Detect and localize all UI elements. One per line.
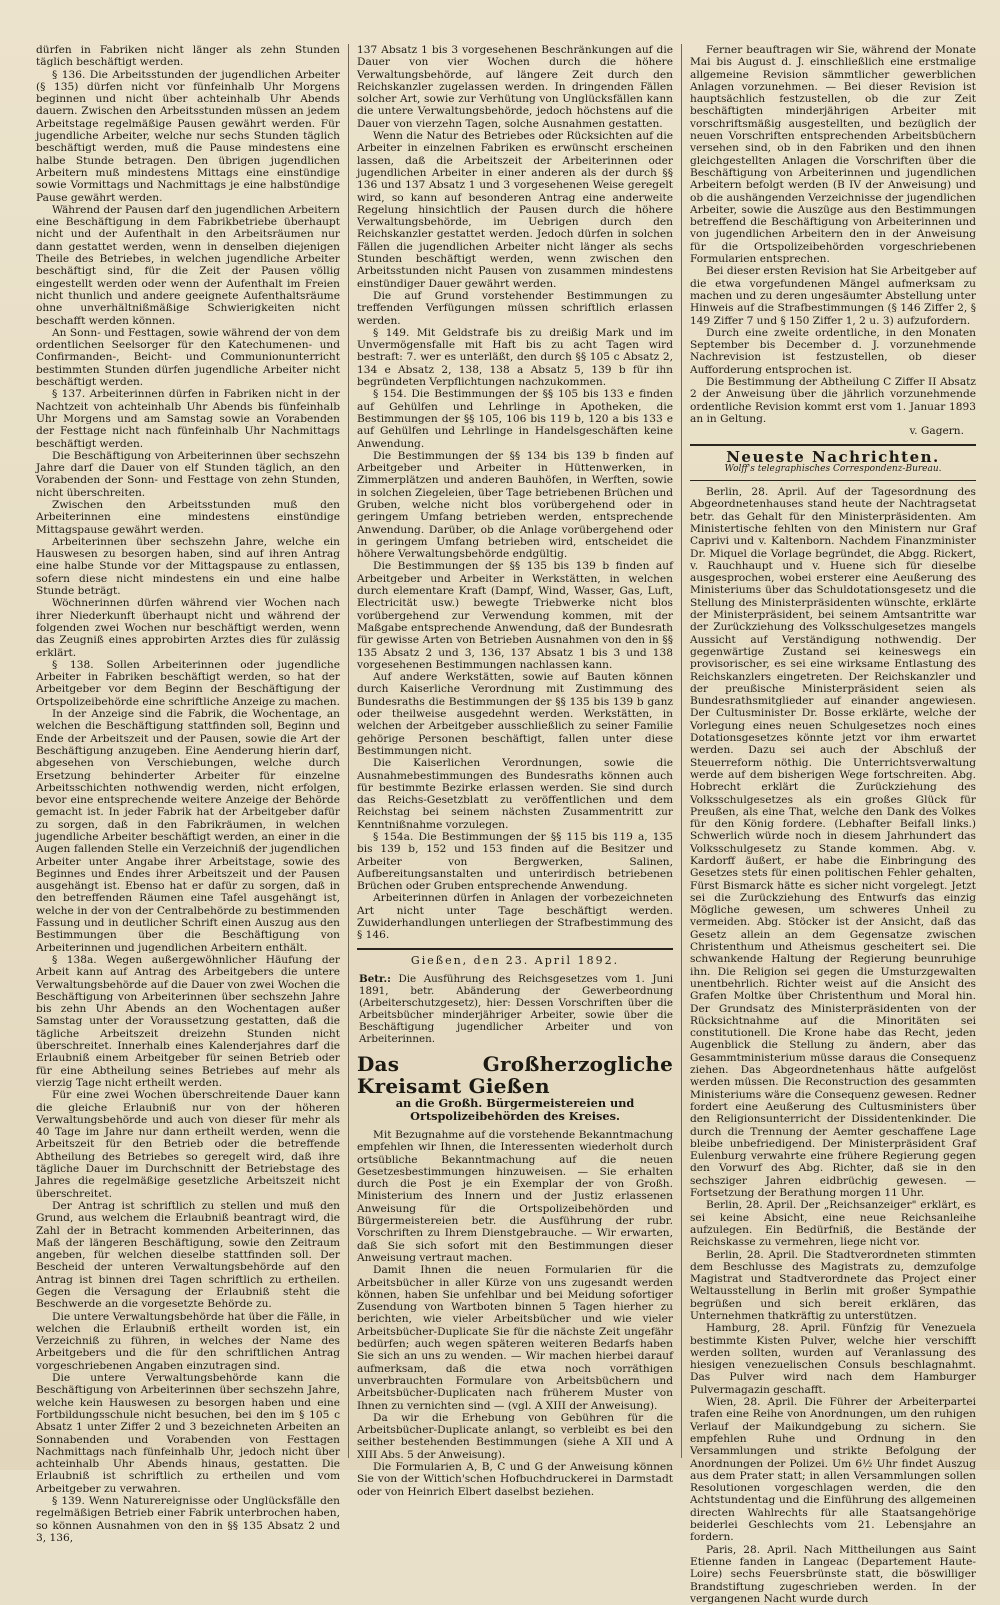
signature: v. Gagern. <box>909 425 964 438</box>
section-rule <box>357 948 673 950</box>
paragraph: Durch eine zweite ordentliche, in den Monaten September bis December d. J. vorzunehmende Nachrevision ist festzustellen, ob dieser Aufforderung entsprochen ist. <box>690 326 976 376</box>
paragraph: Während der Pausen darf den jugendlichen Arbeitern eine Beschäftigung in dem Fabrikbetriebe überhaupt nicht und der Aufenthalt in den Arbeitsräumen nur dann gestattet werden, wenn in denselben diejenigen Theile des Betriebes, in welchen jugendliche Arbeiter beschäftigt sind, für die Zeit der Pausen völlig eingestellt werden oder wenn der Aufenthalt im Freien nicht thunlich und andere geeignete Aufenthaltsräume ohne unverhältnißmäßige Schwierigkeiten nicht beschafft werden können. <box>36 203 340 327</box>
paragraph: § 138a. Wegen außergewöhnlicher Häufung der Arbeit kann auf Antrag des Arbeitgebers die untere Verwaltungsbehörde auf die Dauer von zwei Wochen die Beschäftigung von Arbeiterinnen über sechszehn Jahre bis zehn Uhr Abends an den Wochentagen außer Samstag unter der Voraussetzung gestatten, daß die tägliche Arbeitszeit dreizehn Stunden nicht überschreitet. Innerhalb eines Kalenderjahres darf die Erlaubniß einem Arbeitgeber für seinen Betrieb oder für eine Abtheilung seines Betriebes auf mehr als vierzig Tage nicht ertheilt werden. <box>36 953 340 1089</box>
news-item: Berlin, 28. April. Die Stadtverordneten stimmten dem Beschlusse des Magistrats zu, demzufolge Magistrat und Stadtverordnete das Project einer Weltausstellung in Berlin mit großer Sympathie begrüßen und sich bereit erklären, das Unternehmen thatkräftig zu unterstützen. <box>690 1248 976 1322</box>
news-agency-line: Wolff's telegraphisches Correspondenz-Bureau. <box>724 463 942 474</box>
paragraph: Für eine zwei Wochen überschreitende Dauer kann die gleiche Erlaubniß nur von der höheren Verwaltungsbehörde und auch von dieser für mehr als 40 Tage im Jahre nur dann ertheilt werden, wenn die Arbeitszeit für den Betrieb oder die betreffende Abtheilung des Betriebes so geregelt wird, daß ihre tägliche Dauer im Durchschnitt der Betriebstage des Jahres die regelmäßige gesetzliche Arbeitszeit nicht überschreitet. <box>36 1089 340 1200</box>
column-layout <box>36 44 976 1605</box>
authority-heading: Das Großherzogliche Kreisamt Gießen <box>357 1051 673 1098</box>
paragraph: Zwischen den Arbeitsstunden muß den Arbeiterinnen eine mindestens einstündige Mittagspause gewährt werden. <box>36 498 340 536</box>
news-item: Wien, 28. April. Die Führer der Arbeiterpartei trafen eine Reihe von Anordnungen, um den ruhigen Verlauf der Maikundgebung zu sichern. Sie empfehlen Ruhe und Ordnung in den Versammlungen und strikte Befolgung der Anordnungen der Polizei. Um 6½ Uhr findet Auszug aus dem Prater statt; in allen Versammlungen sollen Resolutionen vorgeschlagen werden, die den Achtstundentag und die Einführung des allgemeinen directen Wahlrechts für alle Staatsangehörige beiderlei Geschlechts vom 21. Lebensjahre an fordern. <box>690 1396 976 1544</box>
news-item: Paris, 28. April. Nach Mittheilungen aus Saint Etienne fanden in Langeac (Departement Haute-Loire) sechs Feuersbrünste statt, die böswilliger Brandstiftung zugeschrieben werden. In der vergangenen Nacht wurde durch <box>690 1543 976 1605</box>
paragraph: § 149. Mit Geldstrafe bis zu dreißig Mark und im Unvermögensfalle mit Haft bis zu acht Tagen wird bestraft: 7. wer es unterläßt, den durch §§ 105 c Absatz 2, 134 e Absatz 2, 138, 138 a Absatz 5, 139 b für ihn begründeten Verpflichtungen nachzukommen. <box>357 326 673 389</box>
paragraph: § 154a. Die Bestimmungen der §§ 115 bis 119 a, 135 bis 139 b, 152 und 153 finden auf die Besitzer und Arbeiter von Bergwerken, Salinen, Aufbereitungsanstalten und unterirdisch betriebenen Brüchen oder Gruben entsprechende Anwendung. <box>357 831 673 893</box>
news-rule <box>690 444 976 446</box>
paragraph: Auf andere Werkstätten, sowie auf Bauten können durch Kaiserliche Verordnung mit Zustimmung des Bundesraths die Bestimmungen der §§ 135 bis 139 b ganz oder theilweise ausgedehnt werden. Werkstätten, in welchen der Arbeitgeber ausschließlich zu seiner Familie gehörige Personen beschäftigt, fallen unter diese Bestimmungen nicht. <box>357 671 673 757</box>
paragraph: Die Kaiserlichen Verordnungen, sowie die Ausnahmebestimmungen des Bundesraths können auch für bestimmte Bezirke erlassen werden. Sie sind durch das Reichs-Gesetzblatt zu veröffentlichen und dem Reichstag bei seinem nächsten Zusammentritt zur Kenntnißnahme vorzulegen. <box>357 757 673 831</box>
subject-text: Die Ausführung des Reichsgesetzes vom 1. Juni 1891, betr. Abänderung der Gewerbeordnung (Arbeiterschutzgesetz), hier: Dessen Vorschriften über die Arbeitsbücher minderjähriger Arbeiter, sowie über die Beschäftigung jugendlicher Arbeiter und von Arbeiterinnen. <box>359 972 673 1045</box>
dateline: Gießen, den 23. April 1892. <box>410 953 620 967</box>
paragraph: § 137. Arbeiterinnen dürfen in Fabriken nicht in der Nachtzeit von achteinhalb Uhr Abends bis fünfeinhalb Uhr Morgens und am Samstag sowie an Vorabenden der Festtage nicht nach fünfeinhalb Uhr Nachmittags beschäftigt werden. <box>36 388 340 450</box>
news-paragraphs <box>690 486 976 1605</box>
paragraph: Damit Ihnen die neuen Formularien für die Arbeitsbücher in aller Kürze von uns zugesandt werden können, haben Sie unfehlbar und bei Meidung sofortiger Zusendung von Wartboten binnen 5 Tagen hierher zu berichten, wie vieler Arbeitsbücher und wie vieler Arbeitsbücher-Duplicate Sie für die nächste Zeit ungefähr bedürfen; auch wegen späteren weiteren Bedarfs haben Sie sich an uns zu wenden. — Wir machen hierbei darauf aufmerksam, daß die etwa noch vorräthigen unverbrauchten Formulare von Arbeitsbüchern und Arbeitsbücher-Duplicaten nach früherem Muster von Ihnen zu vernichten sind — (vgl. A XIII der Anweisung). <box>357 1264 673 1412</box>
column-3-top-paragraphs <box>690 44 976 425</box>
news-heading: Neueste Nachrichten. <box>726 447 940 466</box>
paragraph: An Sonn- und Festtagen, sowie während der von dem ordentlichen Seelsorger für den Katechumenen- und Confirmanden-, Beicht- und Communionunterricht bestimmten Stunden dürfen jugendliche Arbeiter nicht beschäftigt werden. <box>36 326 340 389</box>
paragraph: § 154. Die Bestimmungen der §§ 105 bis 133 e finden auf Gehülfen und Lehrlinge in Apotheken, die Bestimmungen der §§ 105, 106 bis 119 b, 120 a bis 133 e auf Gehülfen und Lehrlinge in Handelsgeschäften keine Anwendung. <box>357 388 673 450</box>
subject-block <box>357 973 673 1045</box>
paragraph: Ferner beauftragen wir Sie, während der Monate Mai bis August d. J. einschließlich eine erstmalige allgemeine Revision sämmtlicher gewerblichen Anlagen vorzunehmen. — Bei dieser Revision ist hauptsächlich festzustellen, ob die zur Zeit beschäftigten minderjährigen Arbeiter mit vorschriftsmäßig ausgestellten, und bezüglich der neuen Vorschriften entsprechenden Arbeitsbüchern versehen sind, ob in den Fabriken und den ihnen gleichgestellten Anlagen die Vorschriften über die Beschäftigung von Arbeiterinnen und jugendlichen Arbeitern befolgt werden (B IV der Anweisung) und ob die aushängenden Verzeichnisse der jugendlichen Arbeiter, sowie die Auszüge aus den Bestimmungen betreffend die Beschäftigung von Arbeiterinnen und von jugendlichen Arbeitern den in der Anweisung für die Ortspolizeibehörden vorgeschriebenen Formularien entsprechen. <box>690 44 976 266</box>
paragraph: Mit Bezugnahme auf die vorstehende Bekanntmachung empfehlen wir Ihnen, die Interessenten wiederholt durch ortsübliche Bekanntmachung auf die neuen Gesetzesbestimmungen hinzuweisen. — Sie erhalten durch die Post je ein Exemplar der von Großh. Ministerium des Innern und der Justiz erlassenen Anweisung für die Ortspolizeibehörden und Bürgermeistereien betr. die Ausführung der rubr. Vorschriften zu Ihrem Dienstgebrauche. — Wir erwarten, daß Sie sich sofort mit den Bestimmungen dieser Anweisung vertraut machen. <box>357 1128 673 1264</box>
paragraph: Die auf Grund vorstehender Bestimmungen zu treffenden Verfügungen müssen schriftlich erlassen werden. <box>357 289 673 327</box>
column-2 <box>348 44 681 1498</box>
paragraph: dürfen in Fabriken nicht länger als zehn Stunden täglich beschäftigt werden. <box>36 44 340 69</box>
paragraph: Der Antrag ist schriftlich zu stellen und muß den Grund, aus welchem die Erlaubniß beantragt wird, die Zahl der in Betracht kommenden Arbeiterinnen, das Maß der längeren Beschäftigung, sowie den Zeitraum angeben, für welchen dieselbe stattfinden soll. Der Bescheid der unteren Verwaltungsbehörde auf den Antrag ist binnen drei Tagen schriftlich zu ertheilen. Gegen die Versagung der Erlaubniß steht die Beschwerde an die vorgesetzte Behörde zu. <box>36 1199 340 1311</box>
paragraph: Arbeiterinnen über sechszehn Jahre, welche ein Hauswesen zu besorgen haben, sind auf ihren Antrag eine halbe Stunde vor der Mittagspause zu entlassen, sofern diese nicht mindestens ein und eine halbe Stunde beträgt. <box>36 535 340 598</box>
paragraph: § 138. Sollen Arbeiterinnen oder jugendliche Arbeiter in Fabriken beschäftigt werden, so hat der Arbeitgeber vor dem Beginn der Beschäftigung der Ortspolizeibehörde eine schriftliche Anzeige zu machen. <box>36 658 340 708</box>
paragraph: Bei dieser ersten Revision hat Sie Arbeitgeber auf die etwa vorgefundenen Mängel aufmerksam zu machen und zu deren ungesäumter Abstellung unter Hinweis auf die Strafbestimmungen (§ 146 Ziffer 2, § 149 Ziffer 7 und § 150 Ziffer 1, 2 u. 3) aufzufordern. <box>690 265 976 327</box>
paragraph: § 139. Wenn Naturereignisse oder Unglücksfälle den regelmäßigen Betrieb einer Fabrik unterbrochen haben, so können Ausnahmen von den in §§ 135 Absatz 2 und 3, 136, <box>36 1495 340 1544</box>
paragraph: Die Bestimmungen der §§ 135 bis 139 b finden auf Arbeitgeber und Arbeiter in Werkstätten, in welchen durch elementare Kraft (Dampf, Wind, Wasser, Gas, Luft, Electricität usw.) bewegte Triebwerke nicht blos vorübergehend zur Verwendung kommen, mit der Maßgabe entsprechende Anwendung, daß der Bundesrath für gewisse Arten von Betrieben Ausnahmen von den in §§ 135 Absatz 2 und 3, 136, 137 Absatz 1 bis 3 und 138 vorgesehenen Bestimmungen nachlassen kann. <box>357 560 673 671</box>
paragraph: Die Bestimmungen der §§ 134 bis 139 b finden auf Arbeitgeber und Arbeiter in Hüttenwerken, in Zimmerplätzen und anderen Bauhöfen, in Werften, sowie in solchen Ziegeleien, über Tage betriebenen Brüchen und Gruben, welche nicht blos vorübergehend oder in geringem Umfang betrieben werden, entsprechende Anwendung. Darüber, ob die Anlage vorübergehend oder in geringem Umfang betrieben wird, entscheidet die höhere Verwaltungsbehörde endgültig. <box>357 449 673 561</box>
column-2-bottom-paragraphs <box>357 1129 673 1498</box>
column-1 <box>36 44 348 1544</box>
authority-subheading: an die Großh. Bürgermeistereien und Ortspolizeibehörden des Kreises. <box>395 1095 635 1123</box>
paragraph: Arbeiterinnen dürfen in Anlagen der vorbezeichneten Art nicht unter Tage beschäftigt werden. Zuwiderhandlungen unterliegen der Strafbestimmung des § 146. <box>357 892 673 942</box>
paragraph: Da wir die Erhebung von Gebühren für die Arbeitsbücher-Duplicate anlangt, so verbleibt es bei den seither bestehenden Bestimmungen (siehe A XII und A XIII Abs. 5 der Anweisung). <box>357 1411 673 1461</box>
column-1-paragraphs <box>36 44 340 1544</box>
paragraph: 137 Absatz 1 bis 3 vorgesehenen Beschränkungen auf die Dauer von vier Wochen durch die höhere Verwaltungsbehörde, auf längere Zeit durch den Reichskanzler zugelassen werden. In dringenden Fällen solcher Art, sowie zur Verhütung von Unglücksfällen kann die untere Verwaltungsbehörde, jedoch höchstens auf die Dauer von vierzehn Tagen, solche Ausnahmen gestatten. <box>357 44 673 130</box>
paragraph: § 136. Die Arbeitsstunden der jugendlichen Arbeiter (§ 135) dürfen nicht vor fünfeinhalb Uhr Morgens beginnen und nicht über achteinhalb Uhr Abends dauern. Zwischen den Arbeitsstunden müssen an jedem Arbeitstage regelmäßige Pausen gewährt werden. Für jugendliche Arbeiter, welche nur sechs Stunden täglich beschäftigt werden, muß die Pause mindestens eine halbe Stunde betragen. Den übrigen jugendlichen Arbeitern muß mindestens Mittags eine einstündige sowie Vormittags und Nachmittags je eine halbstündige Pause gewährt werden. <box>36 68 340 204</box>
news-item: Hamburg, 28. April. Fünfzig für Venezuela bestimmte Kisten Pulver, welche hier verschifft werden sollten, wurden auf Veranlassung des hiesigen venezuelischen Consuls beschlagnahmt. Das Pulver wird nach dem Hamburger Pulvermagazin geschafft. <box>690 1322 976 1396</box>
news-item: Berlin, 28. April. Der „Reichsanzeiger" erklärt, es sei keine Absicht, eine neue Reichsanleihe aufzulegen. Ein Bedürfniß, die Bestände der Reichskasse zu vermehren, liege nicht vor. <box>690 1199 976 1249</box>
paragraph: Die untere Verwaltungsbehörde kann die Beschäftigung von Arbeiterinnen über sechszehn Jahre, welche kein Hauswesen zu besorgen haben und eine Fortbildungsschule nicht besuchen, bei den im § 105 c Absatz 1 unter Ziffer 2 und 3 bezeichneten Arbeiten an Sonnabenden und Vorabenden von Festtagen Nachmittags nach fünfeinhalb Uhr, jedoch nicht über achteinhalb Uhr Abends hinaus, gestatten. Die Erlaubniß ist schriftlich zu ertheilen und vom Arbeitgeber zu verwahren. <box>36 1372 340 1495</box>
subject-label: Betr.: <box>359 972 391 985</box>
paragraph: Wenn die Natur des Betriebes oder Rücksichten auf die Arbeiter in einzelnen Fabriken es erwünscht erscheinen lassen, daß die Arbeitszeit der Arbeiterinnen oder jugendlichen Arbeiter in einer anderen als der durch §§ 136 und 137 Absatz 1 und 3 vorgesehenen Weise geregelt wird, so kann auf besonderen Antrag eine anderweite Regelung hinsichtlich der Pausen durch die höhere Verwaltungsbehörde, im Uebrigen durch den Reichskanzler gestattet werden. Jedoch dürfen in solchen Fällen die jugendlichen Arbeiter nicht länger als sechs Stunden beschäftigt werden, wenn zwischen den Arbeitsstunden nicht Pausen von zusammen mindestens einstündiger Dauer gewährt werden. <box>357 130 673 290</box>
paragraph: Die Bestimmung der Abtheilung C Ziffer II Absatz 2 der Anweisung über die jährlich vorzunehmende ordentliche Revision kommt erst vom 1. Januar 1893 an in Geltung. <box>690 376 976 425</box>
news-item: Berlin, 28. April. Auf der Tagesordnung des Abgeordnetenhauses stand heute der Nachtragsetat betr. das Gehalt für den Ministerpräsidenten. Am Ministertische fehlten von den Ministern nur Graf Caprivi und v. Kaltenborn. Nachdem Finanzminister Dr. Miquel die Vorlage begründet, die Abgg. Rickert, v. Rauchhaupt und v. Huene sich für dieselbe ausgesprochen, wobei ersterer eine Aeußerung des Ministeriums über das Schuldotationsgesetz und die Stellung des Ministerpräsidenten wünschte, erklärte der Ministerpräsident, bei seinem Amtsantritte war der Zurückziehung des Volksschulgesetzes mangels Aussicht auf Verständigung nothwendig. Der gegenwärtige Zustand sei keineswegs ein provisorischer, es sei eine wirksame Entlastung des Reichskanzlers eingetreten. Der Reichskanzler und der preußische Ministerpräsident seien als Bundesrathsmitglieder auf einander angewiesen. Der Cultusminister Dr. Bosse erklärte, welche der Vorlegung eines neuen Schulgesetzes noch eines Dotationsgesetzes könnte jetzt vor ihm erwartet werden. Dazu sei auch der Abschluß der Steuerreform nöthig. Die Unterrichtsverwaltung werde auf dem bisherigen Wege fortschreiten. Abg. Hobrecht erklärt die Zurückziehung des Volksschulgesetzes als ein großes Glück für Preußen, als eine That, welche den Dank des Volkes für den König fordere. (Lebhafter Beifall links.) Schwerlich würde noch in diesem Jahrhundert das Volksschulgesetz zu Stande kommen. Abg. v. Kardorff äußert, er habe die Einbringung des Gesetzes stets für einen politischen Fehler gehalten, Fürst Bismarck hätte es sicher nicht vorgelegt. Jetzt sei die Zurückziehung des Entwurfs das einzig Mögliche gewesen, um schweres Unheil zu vermeiden. Abg. Stöcker ist der Ansicht, daß das Gesetz allein an dem Gegensatze zwischen Christenthum und Atheismus gescheitert sei. Die schwankende Haltung der Regierung beunruhige ihn. Die Religion sei gegen die Umsturzgewalten unentbehrlich. Richter weist auf die Ansicht des Grafen Moltke über Christenthum und Moral hin. Der Grundsatz des Ministerpräsidenten von der Rücksichtnahme auf die Minoritäten sei constitutionell. Die Krone habe das Recht, jeden Augenblick die Stellung zu ändern, aber das Gesammtministerium müsse daraus die Consequenz ziehen. Das Abgeordnetenhaus hätte aufgelöst werden müssen. Die Reconstruction des gesammten Ministeriums wäre die Consequenz gewesen. Redner fordert eine Aeußerung des Cultusministers über den Religionsunterricht der Dissidentenkinder. Die durch die Trennung der Aemter geschaffene Lage bleibe unbefriedigend. Der Ministerpräsident Graf Eulenburg verwahrte eine frühere Regierung gegen den Vorwurf des Abg. Richter, daß sie in den sechsziger Jahren eidbrüchig gewesen. — Fortsetzung der Berathung morgen 11 Uhr. <box>690 486 976 1200</box>
paragraph: Wöchnerinnen dürfen während vier Wochen nach ihrer Niederkunft überhaupt nicht und während der folgenden zwei Wochen nur beschäftigt werden, wenn das Zeugniß eines approbirten Arztes dies für zulässig erklärt. <box>36 597 340 659</box>
paragraph: Die untere Verwaltungsbehörde hat über die Fälle, in welchen die Erlaubniß ertheilt worden ist, ein Verzeichniß zu führen, in welches der Name des Arbeitgebers und die für den schriftlichen Antrag vorgeschriebenen Angaben einzutragen sind. <box>36 1310 340 1372</box>
news-thin-rule <box>690 480 976 481</box>
paragraph: Die Formularien A, B, C und G der Anweisung können Sie von der Wittich'schen Hofbuchdruckerei in Darmstadt oder von Heinrich Elbert daselbst beziehen. <box>357 1460 673 1498</box>
column-3 <box>681 44 976 1605</box>
column-2-top-paragraphs <box>357 44 673 942</box>
paragraph: In der Anzeige sind die Fabrik, die Wochentage, an welchen die Beschäftigung stattfinden soll, Beginn und Ende der Arbeitszeit und der Pausen, sowie die Art der Beschäftigung anzugeben. Eine Aenderung hierin darf, abgesehen von Verschiebungen, welche durch Ersetzung behinderter Arbeiter für einzelne Arbeitsschichten nothwendig werden, nicht erfolgen, bevor eine entsprechende weitere Anzeige der Behörde gemacht ist. In jeder Fabrik hat der Arbeitgeber dafür zu sorgen, daß in den Fabrikräumen, in welchen jugendliche Arbeiter beschäftigt werden, an einer in die Augen fallenden Stelle ein Verzeichniß der jugendlichen Arbeiter unter Angabe ihrer Arbeitstage, sowie des Beginnes und Endes ihrer Arbeitszeit und der Pausen ausgehängt ist. Ebenso hat er dafür zu sorgen, daß in den betreffenden Räumen eine Tafel ausgehängt ist, welche in der von der Centralbehörde zu bestimmenden Fassung und in deutlicher Schrift einen Auszug aus den Bestimmungen über die Beschäftigung von Arbeiterinnen und jugendlichen Arbeitern enthält. <box>36 708 340 954</box>
paragraph: Die Beschäftigung von Arbeiterinnen über sechszehn Jahre darf die Dauer von elf Stunden täglich, an den Vorabenden der Sonn- und Festtage von zehn Stunden, nicht überschreiten. <box>36 449 340 499</box>
